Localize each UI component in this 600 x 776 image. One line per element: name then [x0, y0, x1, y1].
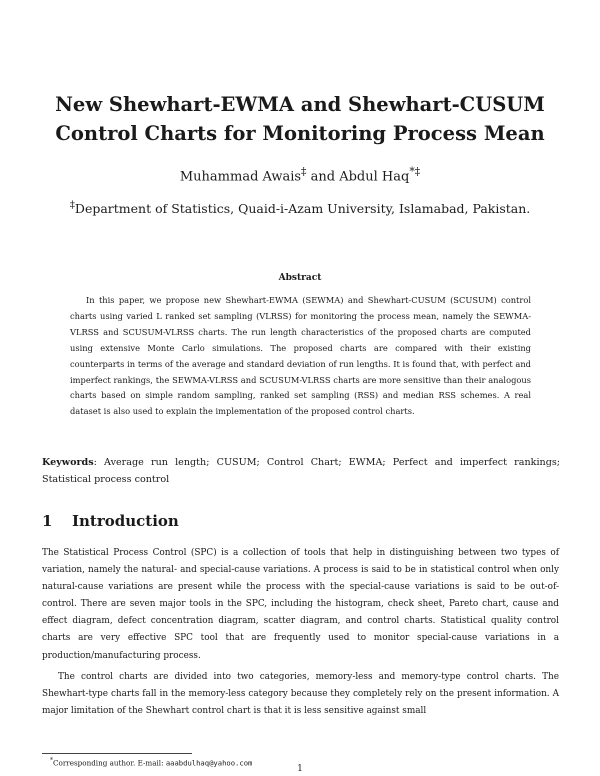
introduction-body — [42, 545, 559, 720]
abstract-body: In this paper, we propose new Shewhart-EWMA (SEWMA) and Shewhart-CUSUM (SCUSUM) control charts using varied L ranked set sampling (VLRSS) for monitoring the process mean, namely the SEWMA-VLRSS and SCUSUM-VLRSS charts. The run length characteristics of the proposed charts are computed using extensive Monte Carlo simulations. The proposed charts are compared with their existing counterparts in terms of the average and standard deviation of run lengths. It is found that, with perfect and imperfect rankings, the SEWMA-VLRSS and SCUSUM-VLRSS charts are more sensitive than their analogous charts based on simple random sampling, ranked set sampling (RSS) and median RSS schemes. A real dataset is also used to explain the implementation of the proposed control charts. — [70, 295, 531, 417]
affiliation-text: Department of Statistics, Quaid-i-Azam University, Islamabad, Pakistan. — [74, 201, 531, 217]
author-2-name: Abdul Haq — [339, 169, 410, 185]
intro-paragraph-1: The Statistical Process Control (SPC) is a collection of tools that help in distinguishing between two types of variation, namely the natural- and special-cause variations. A process is said to be in statistical control when only natural-cause variations are present while the process with the special-cause variations is said to be out-of-control. There are seven major tools in the SPC, including the histogram, check sheet, Pareto chart, cause and effect diagram, defect concentration diagram, scatter diagram, and control charts. Statistical quality control charts are very effective SPC tool that are frequently used to monitor special-cause variations in a production/manufacturing process. — [42, 548, 559, 661]
intro-paragraph-2: The control charts are divided into two categories, memory-less and memory-type control charts. The Shewhart-type charts fall in the memory-less category because they completely rely on the present information. A major limitation of the Shewhart control chart is that it is less sensitive against small — [42, 671, 559, 716]
footnote-label: Corresponding author. E-mail: — [53, 758, 164, 768]
affiliation-mark: ‡ — [69, 199, 75, 211]
author-2-mark: *‡ — [409, 165, 421, 178]
affiliation — [40, 196, 560, 218]
section-title: Introduction — [72, 512, 179, 530]
section-heading — [42, 511, 560, 531]
keywords — [42, 454, 560, 488]
keywords-text: : Average run length; CUSUM; Control Chart; EWMA; Perfect and imperfect rankings; Statistical process control — [42, 457, 560, 485]
section-number: 1 — [42, 512, 53, 530]
keywords-label: Keywords — [42, 457, 94, 468]
paper-title — [40, 90, 560, 148]
footnote-email: aaabdulhaq@yahoo.com — [165, 758, 253, 768]
author-conjunction: and — [310, 169, 336, 185]
paper-title-line-2: Control Charts for Monitoring Process Mean — [55, 122, 545, 145]
paper-title-line-1: New Shewhart-EWMA and Shewhart-CUSUM — [55, 93, 545, 116]
abstract-heading: Abstract — [278, 273, 322, 283]
page-number: 1 — [297, 764, 303, 774]
author-1-mark: ‡ — [301, 165, 307, 178]
author-1-name: Muhammad Awais — [179, 169, 302, 185]
footnote-divider — [42, 753, 192, 754]
author-line — [40, 163, 560, 186]
footnote-mark: * — [50, 757, 53, 764]
